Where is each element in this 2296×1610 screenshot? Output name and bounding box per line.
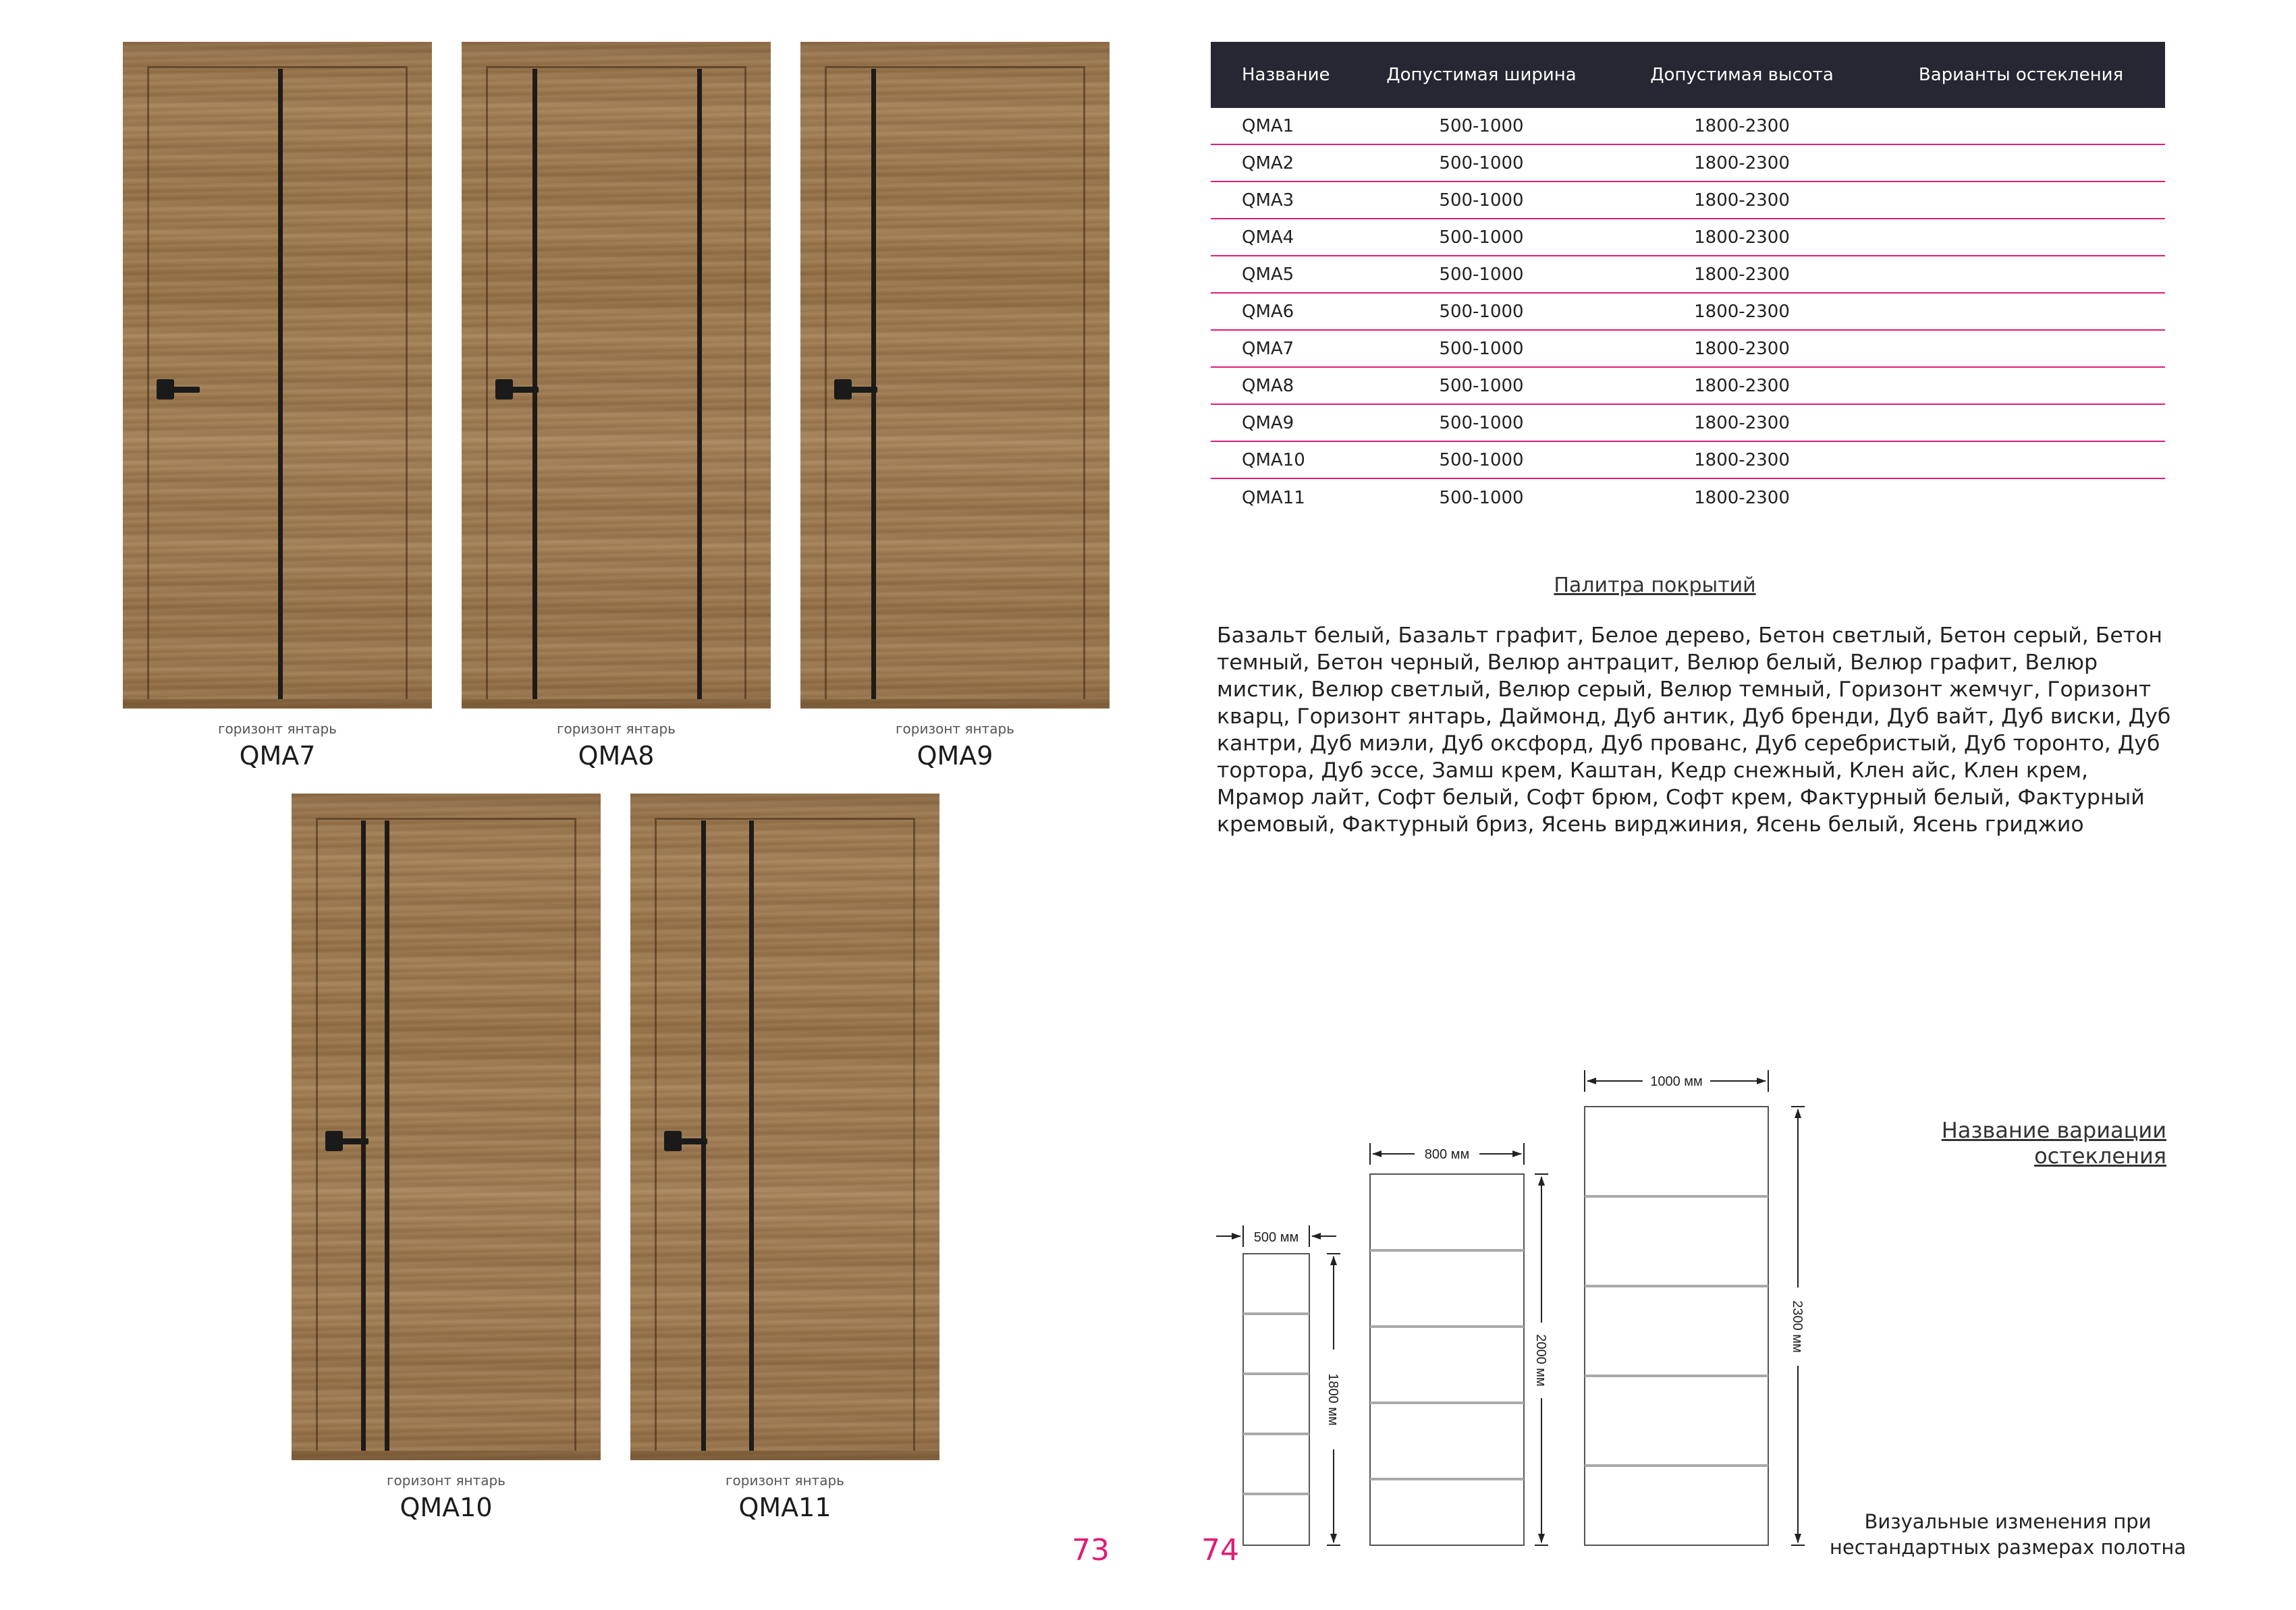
cell-height: 1800-2300 — [1694, 412, 1790, 433]
door-frame-top — [462, 42, 771, 67]
door-image — [800, 42, 1110, 709]
palette-list: Базальт белый, Базальт графит, Белое дерево, Бетон светлый, Бетон серый, Бетон темный, Бетон черный, Велюр антрацит, Велюр белый, Велюр графит, Велюр мистик, Велюр светлый, Велюр серый, Велюр темный, Горизонт жемчуг, Горизонт кварц, Горизонт янтарь, Даймонд, Дуб антик, Дуб бренди, Дуб вайт, Дуб виски, Дуб кантри, Дуб миэли, Дуб оксфорд, Дуб прованс, Дуб серебристый, Дуб торонто, Дуб тортора, Дуб эссе, Замш крем, Каштан, Кедр снежный, Клен айс, Клен крем, Мрамор лайт, Софт белый, Софт брюм, Софт крем, Фактурный белый, Фактурный кремовый, Фактурный бриз, Ясень вирджиния, Ясень белый, Ясень гриджио — [1217, 623, 2171, 837]
header-width: Допустимая ширина — [1386, 65, 1577, 85]
cell-height: 1800-2300 — [1694, 487, 1790, 508]
table-row — [1211, 442, 2165, 479]
door-floor-shadow — [123, 699, 432, 709]
table-row — [1211, 219, 2165, 256]
door-frame-top — [123, 42, 432, 67]
table-row — [1211, 368, 2165, 405]
cell-name: QMA4 — [1242, 227, 1294, 248]
door-card-qma11 — [630, 794, 939, 1529]
cell-width: 500-1000 — [1439, 301, 1524, 322]
table-row — [1211, 182, 2165, 219]
cell-height: 1800-2300 — [1694, 375, 1790, 396]
cell-name: QMA11 — [1242, 487, 1305, 508]
door-outline-500 — [1243, 1254, 1309, 1545]
cell-width: 500-1000 — [1439, 227, 1524, 248]
header-glazing: Варианты остекления — [1918, 65, 2124, 85]
door-handle — [664, 1131, 682, 1151]
door-finish-label: горизонт янтарь — [218, 721, 337, 737]
cell-width: 500-1000 — [1439, 487, 1524, 508]
cell-height: 1800-2300 — [1694, 301, 1790, 322]
size-note-line1: Визуальные изменения при — [1864, 1510, 2152, 1533]
door-model-name: QMA10 — [400, 1493, 493, 1522]
black-molding-line — [697, 69, 702, 699]
table-row — [1211, 294, 2165, 331]
height-label-2300: 2300 мм — [1790, 1300, 1805, 1353]
spec-table — [1211, 42, 2165, 516]
door-model-name: QMA11 — [738, 1493, 831, 1522]
table-row — [1211, 108, 2165, 145]
door-handle — [325, 1131, 343, 1151]
width-label-500: 500 мм — [1253, 1230, 1299, 1245]
cell-width: 500-1000 — [1439, 375, 1524, 396]
table-row — [1211, 405, 2165, 442]
door-card-qma7 — [123, 42, 432, 777]
door-model-name: QMA7 — [239, 741, 316, 771]
black-molding-line — [701, 821, 706, 1451]
width-label-1000: 1000 мм — [1650, 1074, 1703, 1089]
glazing-variation-title: Название вариации остекления — [1941, 1117, 2166, 1169]
door-leaf — [486, 66, 746, 699]
door-frame-top — [630, 794, 939, 819]
door-card-qma9 — [800, 42, 1110, 777]
door-outline-1000 — [1585, 1107, 1768, 1545]
cell-name: QMA8 — [1242, 375, 1294, 396]
cell-name: QMA6 — [1242, 301, 1294, 322]
header-height: Допустимая высота — [1650, 65, 1834, 85]
table-row — [1211, 331, 2165, 368]
cell-height: 1800-2300 — [1694, 264, 1790, 285]
door-handle — [495, 379, 513, 399]
height-label-2000: 2000 мм — [1533, 1334, 1548, 1387]
door-floor-shadow — [630, 1451, 939, 1460]
size-note — [1815, 1509, 2200, 1560]
door-leaf — [655, 818, 915, 1451]
cell-height: 1800-2300 — [1694, 190, 1790, 211]
cell-width: 500-1000 — [1439, 152, 1524, 173]
door-image — [630, 794, 939, 1460]
page-number-left: 73 — [1072, 1533, 1110, 1567]
cell-name: QMA5 — [1242, 264, 1294, 285]
door-finish-label: горизонт янтарь — [726, 1472, 844, 1489]
black-molding-line — [871, 69, 876, 699]
cell-name: QMA1 — [1242, 115, 1294, 136]
table-row — [1211, 256, 2165, 294]
cell-height: 1800-2300 — [1694, 449, 1790, 470]
header-name: Название — [1242, 65, 1330, 85]
black-molding-line — [385, 821, 389, 1451]
door-leaf — [316, 818, 576, 1451]
door-model-name: QMA9 — [917, 741, 993, 771]
door-outline-800 — [1370, 1174, 1524, 1545]
cell-width: 500-1000 — [1439, 338, 1524, 359]
door-floor-shadow — [800, 699, 1110, 709]
door-frame-top — [800, 42, 1110, 67]
door-leaf — [825, 66, 1085, 699]
table-header — [1211, 42, 2165, 108]
cell-width: 500-1000 — [1439, 115, 1524, 136]
door-image — [123, 42, 432, 709]
door-floor-shadow — [462, 699, 771, 709]
cell-name: QMA9 — [1242, 412, 1294, 433]
height-dim-1800 — [1325, 1254, 1340, 1545]
cell-height: 1800-2300 — [1694, 115, 1790, 136]
door-finish-label: горизонт янтарь — [557, 721, 676, 737]
width-dim-500 — [1216, 1225, 1336, 1247]
height-dim-2300 — [1790, 1107, 1805, 1545]
door-image — [292, 794, 601, 1460]
black-molding-line — [749, 821, 754, 1451]
door-finish-label: горизонт янтарь — [896, 721, 1014, 737]
size-diagram — [1201, 1066, 1809, 1565]
black-molding-line — [361, 821, 366, 1451]
cell-name: QMA7 — [1242, 338, 1294, 359]
cell-width: 500-1000 — [1439, 449, 1524, 470]
cell-width: 500-1000 — [1439, 412, 1524, 433]
page-number-right: 74 — [1201, 1533, 1239, 1567]
door-image — [462, 42, 771, 709]
cell-name: QMA2 — [1242, 152, 1294, 173]
cell-width: 500-1000 — [1439, 264, 1524, 285]
size-note-line2: нестандартных размерах полотна — [1829, 1536, 2187, 1559]
door-frame-top — [292, 794, 601, 819]
black-molding-line — [532, 69, 537, 699]
cell-height: 1800-2300 — [1694, 338, 1790, 359]
door-finish-label: горизонт янтарь — [387, 1472, 505, 1489]
width-label-800: 800 мм — [1424, 1147, 1470, 1162]
width-dim-800 — [1370, 1143, 1524, 1165]
door-card-qma10 — [292, 794, 601, 1529]
palette-title: Палитра покрытий — [1554, 574, 1756, 597]
cell-height: 1800-2300 — [1694, 227, 1790, 248]
width-dim-1000 — [1585, 1070, 1768, 1092]
door-card-qma8 — [462, 42, 771, 777]
door-model-name: QMA8 — [578, 741, 655, 771]
table-row — [1211, 145, 2165, 182]
table-row — [1211, 479, 2165, 516]
cell-name: QMA10 — [1242, 449, 1305, 470]
door-floor-shadow — [292, 1451, 601, 1460]
height-dim-2000 — [1533, 1174, 1548, 1545]
cell-height: 1800-2300 — [1694, 152, 1790, 173]
door-leaf — [147, 66, 408, 699]
cell-width: 500-1000 — [1439, 190, 1524, 211]
door-handle — [157, 379, 174, 399]
black-molding-line — [278, 69, 283, 699]
height-label-1800: 1800 мм — [1325, 1373, 1340, 1426]
cell-name: QMA3 — [1242, 190, 1294, 211]
door-handle — [834, 379, 852, 399]
